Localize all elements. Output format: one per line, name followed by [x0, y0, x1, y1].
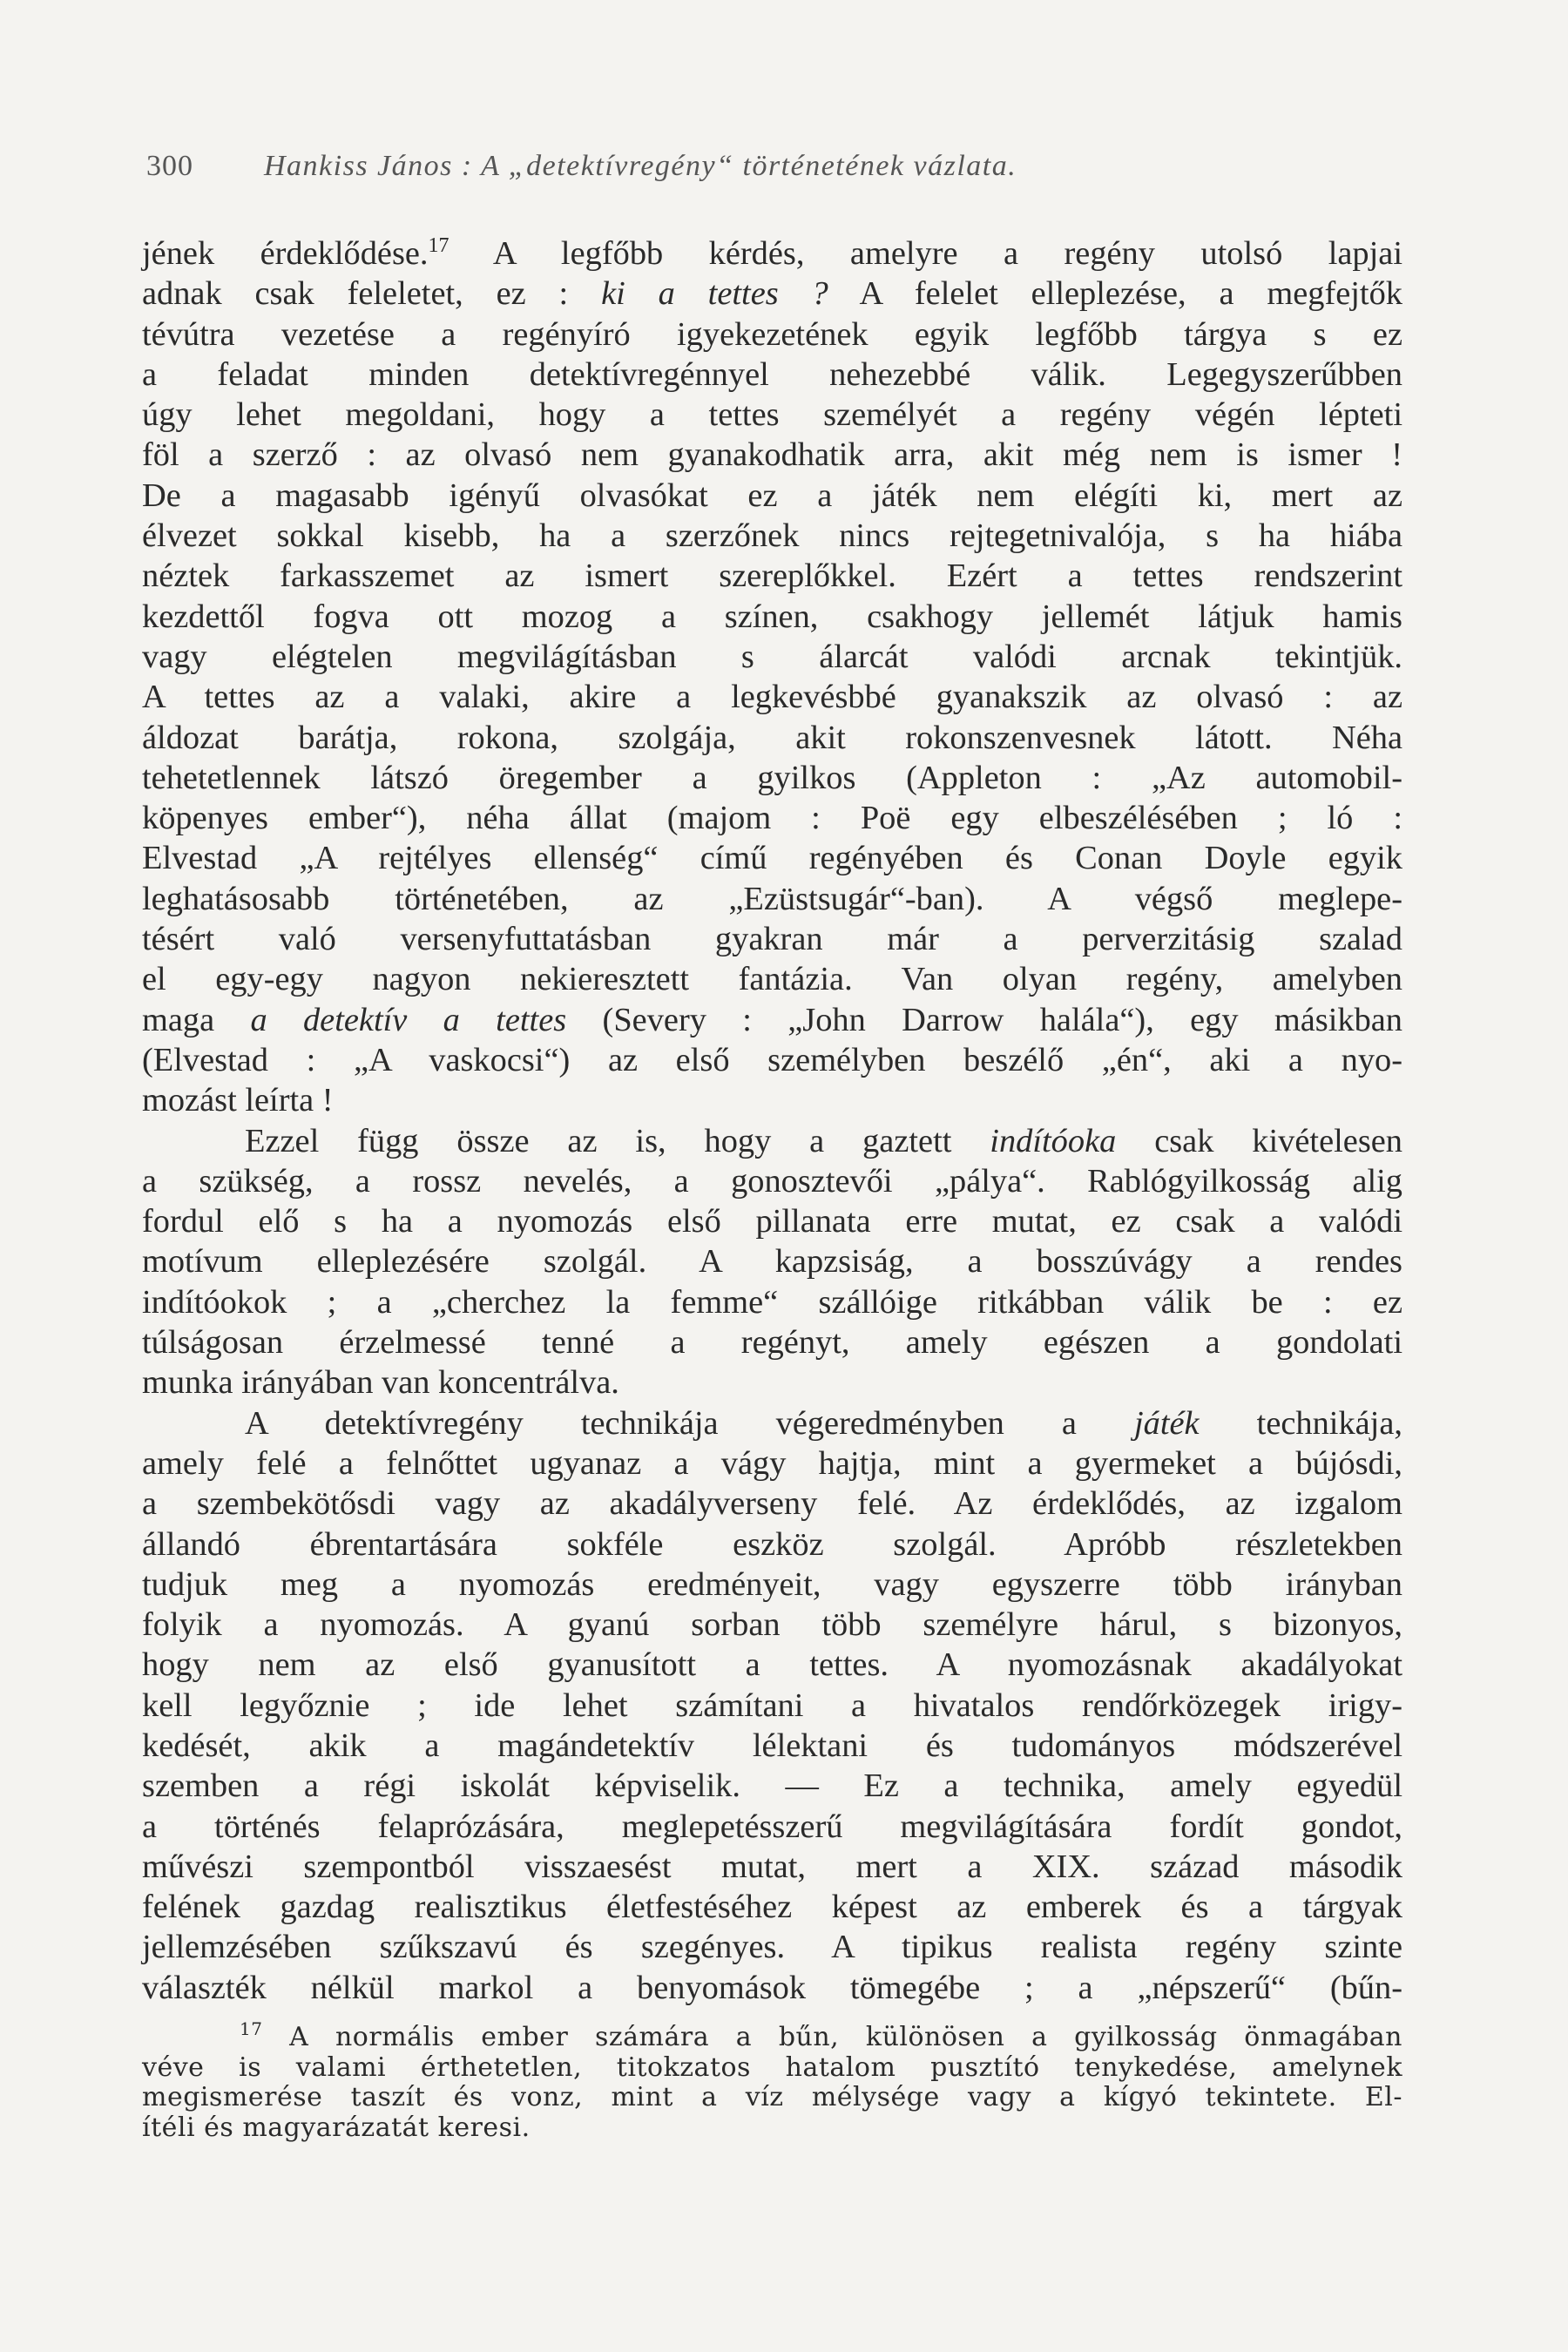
text-run: kedését, akik a magándetektív lélektani és tudományos módszerével [142, 1727, 1402, 1764]
text-run: föl a szerző : az olvasó nem gyanakodhatik arra, akit még nem is ismer ! [142, 436, 1402, 474]
text-run: motívum elleplezésére szolgál. A kapzsiság, a bosszúvágy a rendes [142, 1243, 1402, 1281]
text-run: felének gazdag realisztikus életfestéséhez képest az emberek és a tárgyak [142, 1889, 1402, 1926]
text-line [142, 1726, 1402, 1766]
text-line [142, 1645, 1402, 1685]
text-run: a feladat minden detektívregénnyel nehezebbé válik. Legegyszerűbben [142, 355, 1402, 393]
text-line [142, 1443, 1402, 1484]
footnote-line [142, 2113, 1402, 2144]
text-run: el egy-egy nagyon nekieresztett fantázia. Van olyan regény, amelyben [142, 961, 1402, 998]
text-run: áldozat barátja, rokona, szolgája, akit rokonszenvesnek látott. Néha [142, 719, 1402, 756]
text-run: a szembekötősdi vagy az akadályverseny felé. Az érdeklődés, az izgalom [142, 1485, 1402, 1523]
text-line [142, 1121, 1402, 1161]
text-run: A normális ember számára a bűn, különösen a gyilkosság önmagában [262, 2022, 1402, 2052]
text-run: véve is valami érthetetlen, titokzatos hatalom pusztító tenykedése, amelynek [142, 2051, 1402, 2083]
text-run: úgy lehet megoldani, hogy a tettes személyét a regény végén lépteti [142, 396, 1402, 434]
text-run: csak kivételesen [1116, 1122, 1402, 1159]
text-run: munka irányában van koncentrálva. [142, 1364, 619, 1402]
footnote-line [142, 2018, 1402, 2053]
text-line [142, 637, 1402, 677]
text-run: vagy elégtelen megvilágításban s álarcát valódi arcnak tekintjük. [142, 638, 1402, 675]
footnote-line [142, 2053, 1402, 2084]
text-line [142, 1686, 1402, 1726]
text-run: hogy nem az első gyanusított a tettes. A nyomozásnak akadályokat [142, 1646, 1402, 1684]
text-run: De a magasabb igényű olvasókat ez a játék nem elégíti ki, mert az [142, 476, 1402, 514]
text-line [142, 355, 1402, 395]
footnote-marker: 17 [240, 2018, 263, 2039]
text-run: maga [142, 1001, 251, 1038]
text-line [142, 798, 1402, 838]
text-line [142, 1524, 1402, 1565]
text-run: a történés felaprózására, meglepetésszerű megvilágítására fordít gondot, [142, 1808, 1402, 1845]
text-run: technikája, [1199, 1404, 1402, 1442]
text-line [142, 516, 1402, 556]
text-run: tévútra vezetése a regényíró igyekezetének egyik legfőbb tárgya s ez [142, 315, 1402, 353]
footnote-marker: 17 [428, 234, 449, 257]
italic-text: indítóoka [990, 1122, 1117, 1159]
text-run: néztek farkasszemet az ismert szereplőkkel. Ezért a tettes rendszerint [142, 558, 1402, 595]
running-title: Hankiss János : A „detektívregény“ történetének vázlata. [264, 150, 1017, 182]
text-run: (Elvestad : „A vaskocsi“) az első személyben beszélő „én“, aki a nyo- [142, 1041, 1402, 1078]
text-line [142, 1605, 1402, 1645]
text-line [142, 1362, 1402, 1402]
text-line [142, 1968, 1402, 2008]
text-run: tésért való versenyfuttatásban gyakran már a perverzitásig szalad [142, 921, 1402, 958]
text-line [142, 597, 1402, 637]
text-line [142, 1887, 1402, 1927]
page-number: 300 [146, 150, 193, 182]
text-run: tudjuk meg a nyomozás eredményeit, vagy egyszerre több irányban [142, 1565, 1402, 1603]
text-run: A tettes az a valaki, akire a legkevésbbé gyanakszik az olvasó : az [142, 679, 1402, 716]
text-run: jellemzésében szűkszavú és szegényes. A tipikus realista regény szinte [142, 1929, 1402, 1966]
text-line [142, 314, 1402, 355]
text-line [142, 274, 1402, 314]
text-run: élvezet sokkal kisebb, ha a szerzőnek nincs rejtegetnivalója, s ha hiába [142, 517, 1402, 555]
text-run: kezdettől fogva ott mozog a színen, csakhogy jellemét látjuk hamis [142, 598, 1402, 635]
body-text [142, 233, 1402, 2008]
text-line [142, 233, 1402, 274]
text-run: túlságosan érzelmessé tenné a regényt, amely egészen a gondolati [142, 1324, 1402, 1362]
text-line [142, 1161, 1402, 1201]
text-line [142, 1080, 1402, 1120]
text-line [142, 677, 1402, 717]
text-run: amely felé a felnőttet ugyanaz a vágy hajtja, mint a gyermeket a bújósdi, [142, 1444, 1402, 1482]
text-line [142, 435, 1402, 475]
text-run: választék nélkül markol a benyomások tömegébe ; a „népszerű“ (bűn- [142, 1969, 1402, 2006]
text-run: ítéli és magyarázatát keresi. [142, 2112, 531, 2144]
italic-text: a detektív a tettes [250, 1001, 567, 1038]
text-line [142, 1565, 1402, 1605]
text-line [142, 838, 1402, 878]
text-line [142, 1000, 1402, 1040]
text-run: művészi szempontból visszaesést mutat, mert a XIX. század második [142, 1848, 1402, 1885]
text-line [142, 1322, 1402, 1362]
text-run: köpenyes ember“), néha állat (majom : Poë egy elbeszélésében ; ló : [142, 800, 1402, 837]
text-line [142, 1766, 1402, 1806]
italic-text: ki a tettes ? [601, 275, 828, 313]
text-line [142, 1484, 1402, 1524]
text-run: leghatásosabb történetében, az „Ezüstsugár“-ban). A végső meglepe- [142, 880, 1402, 917]
text-run: indítóokok ; a „cherchez la femme“ szállóige ritkábban válik be : ez [142, 1283, 1402, 1321]
text-run: A detektívregény technikája végeredményben a [245, 1404, 1134, 1442]
text-run: A felelet elleplezése, a megfejtők [828, 275, 1402, 313]
running-header [146, 150, 1409, 183]
text-line [142, 718, 1402, 758]
text-line [142, 1927, 1402, 1967]
text-run: megismerése taszít és vonz, mint a víz mélysége vagy a kígyó tekintete. El- [142, 2082, 1402, 2113]
text-run: mozást leírta ! [142, 1082, 334, 1119]
italic-text: játék [1133, 1404, 1200, 1442]
text-line [142, 476, 1402, 516]
text-run: Ezzel függ össze az is, hogy a gaztett [245, 1122, 990, 1159]
text-line [142, 1282, 1402, 1322]
text-run: folyik a nyomozás. A gyanú sorban több személyre hárul, s bizonyos, [142, 1606, 1402, 1644]
text-run: (Severy : „John Darrow halála“), egy másikban [566, 1001, 1402, 1038]
text-line [142, 919, 1402, 959]
footnote [142, 2018, 1402, 2144]
text-run: jének érdeklődése. [142, 235, 429, 272]
text-run: állandó ébrentartására sokféle eszköz szolgál. Apróbb részletekben [142, 1525, 1402, 1563]
text-line [142, 1040, 1402, 1080]
text-run: a szükség, a rossz nevelés, a gonosztevői „pálya“. Rablógyilkosság alig [142, 1162, 1402, 1200]
text-run: adnak csak feleletet, ez : [142, 275, 602, 313]
text-line [142, 959, 1402, 999]
text-line [142, 1201, 1402, 1241]
text-run: fordul elő s ha a nyomozás első pillanata erre mutat, ez csak a valódi [142, 1203, 1402, 1240]
text-line [142, 1241, 1402, 1281]
text-run: szemben a régi iskolát képviselik. — Ez a technika, amely egyedül [142, 1767, 1402, 1805]
text-line [142, 395, 1402, 435]
footnote-line [142, 2083, 1402, 2113]
text-line [142, 1807, 1402, 1847]
text-line [142, 556, 1402, 596]
text-line [142, 1403, 1402, 1443]
text-line [142, 1847, 1402, 1887]
text-run: tehetetlennek látszó öregember a gyilkos (Appleton : „Az automobil- [142, 759, 1402, 796]
text-run: kell legyőznie ; ide lehet számítani a hivatalos rendőrközegek irigy- [142, 1686, 1402, 1724]
text-run: Elvestad „A rejtélyes ellenség“ című regényében és Conan Doyle egyik [142, 840, 1402, 877]
text-line [142, 879, 1402, 919]
text-run: A legfőbb kérdés, amelyre a regény utolsó lapjai [449, 235, 1402, 272]
text-line [142, 758, 1402, 798]
